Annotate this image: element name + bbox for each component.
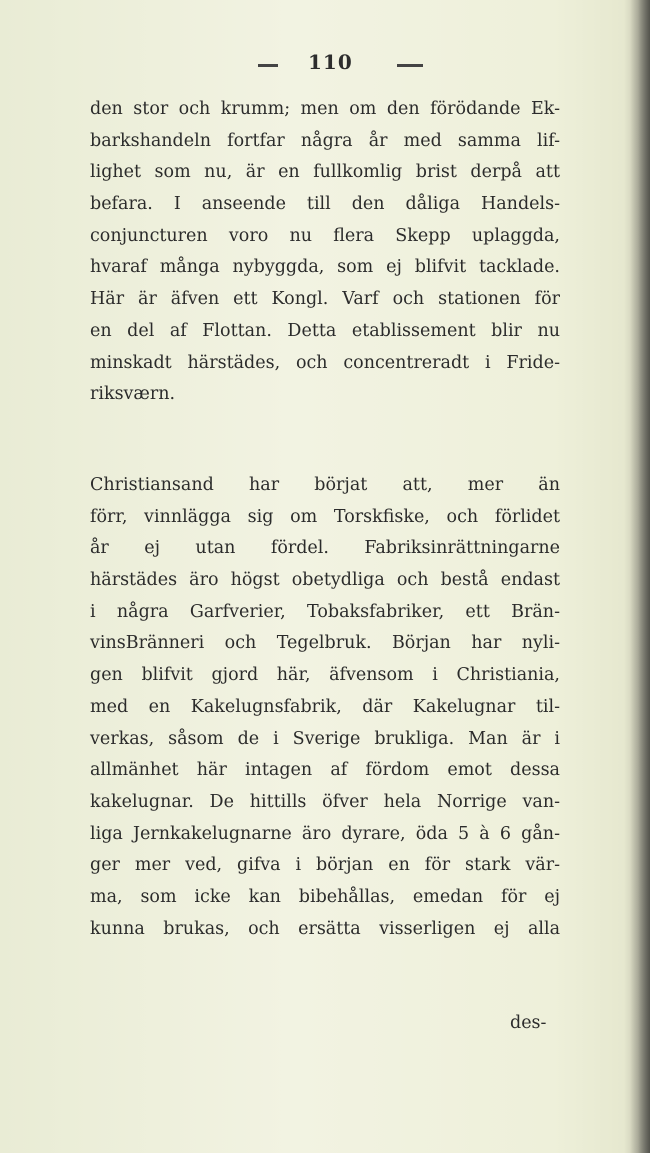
- text-line: förr, vinnlägga sig om Torskfiske, och förlidet: [90, 506, 560, 527]
- text-line: Här är äfven ett Kongl. Varf och stationen för: [90, 289, 560, 310]
- text-line: allmänhet här intagen af fördom emot dessa: [90, 760, 560, 781]
- text-line: conjuncturen voro nu flera Skepp uplaggda,: [90, 225, 560, 246]
- text-line: lighet som nu, är en fullkomlig brist derpå att: [90, 162, 560, 183]
- text-line: minskadt härstädes, och concentreradt i Fride-: [90, 352, 560, 373]
- text-line: år ej utan fördel. Fabriksinrättningarne: [90, 538, 560, 559]
- text-line: ger mer ved, gifva i början en för stark vär-: [90, 855, 560, 876]
- page-edge-shadow: [630, 0, 650, 1153]
- text-line: den stor och krumm; men om den förödande Ek-: [90, 99, 560, 119]
- header-left-ornament: [258, 64, 278, 67]
- text-line: barkshandeln fortfar några år med samma lif-: [90, 130, 560, 151]
- text-line: en del af Flottan. Detta etablissement blir nu: [90, 320, 560, 341]
- text-line: Christiansand har börjat att, mer än: [90, 475, 560, 495]
- catchword: des-: [510, 1013, 547, 1033]
- text-line: kakelugnar. De hittills öfver hela Norrige van-: [90, 791, 560, 812]
- page-header: [0, 50, 650, 78]
- text-line: ma, som icke kan bibehållas, emedan för ej: [90, 886, 560, 907]
- header-right-ornament: [397, 64, 423, 67]
- text-line: härstädes äro högst obetydliga och bestå endast: [90, 570, 560, 591]
- text-line: hvaraf många nybyggda, som ej blifvit tacklade.: [90, 257, 560, 278]
- paragraph-2: [90, 470, 560, 945]
- text-line: med en Kakelugnsfabrik, där Kakelugnar til-: [90, 696, 560, 717]
- text-line: verkas, såsom de i Sverige brukliga. Man är i: [90, 728, 560, 749]
- paragraph-1: [90, 94, 560, 411]
- text-line: befara. I anseende till den dåliga Handels-: [90, 194, 560, 215]
- page-number: 110: [308, 50, 353, 74]
- text-line: vinsBränneri och Tegelbruk. Början har nyli-: [90, 633, 560, 654]
- text-line: riksværn.: [90, 384, 176, 405]
- text-line: gen blifvit gjord här, äfvensom i Christiania,: [90, 665, 560, 686]
- text-line: i några Garfverier, Tobaksfabriker, ett Brän-: [90, 601, 560, 622]
- text-line: kunna brukas, och ersätta visserligen ej alla: [90, 918, 560, 939]
- text-line: liga Jernkakelugnarne äro dyrare, öda 5 à 6 gån-: [90, 823, 560, 844]
